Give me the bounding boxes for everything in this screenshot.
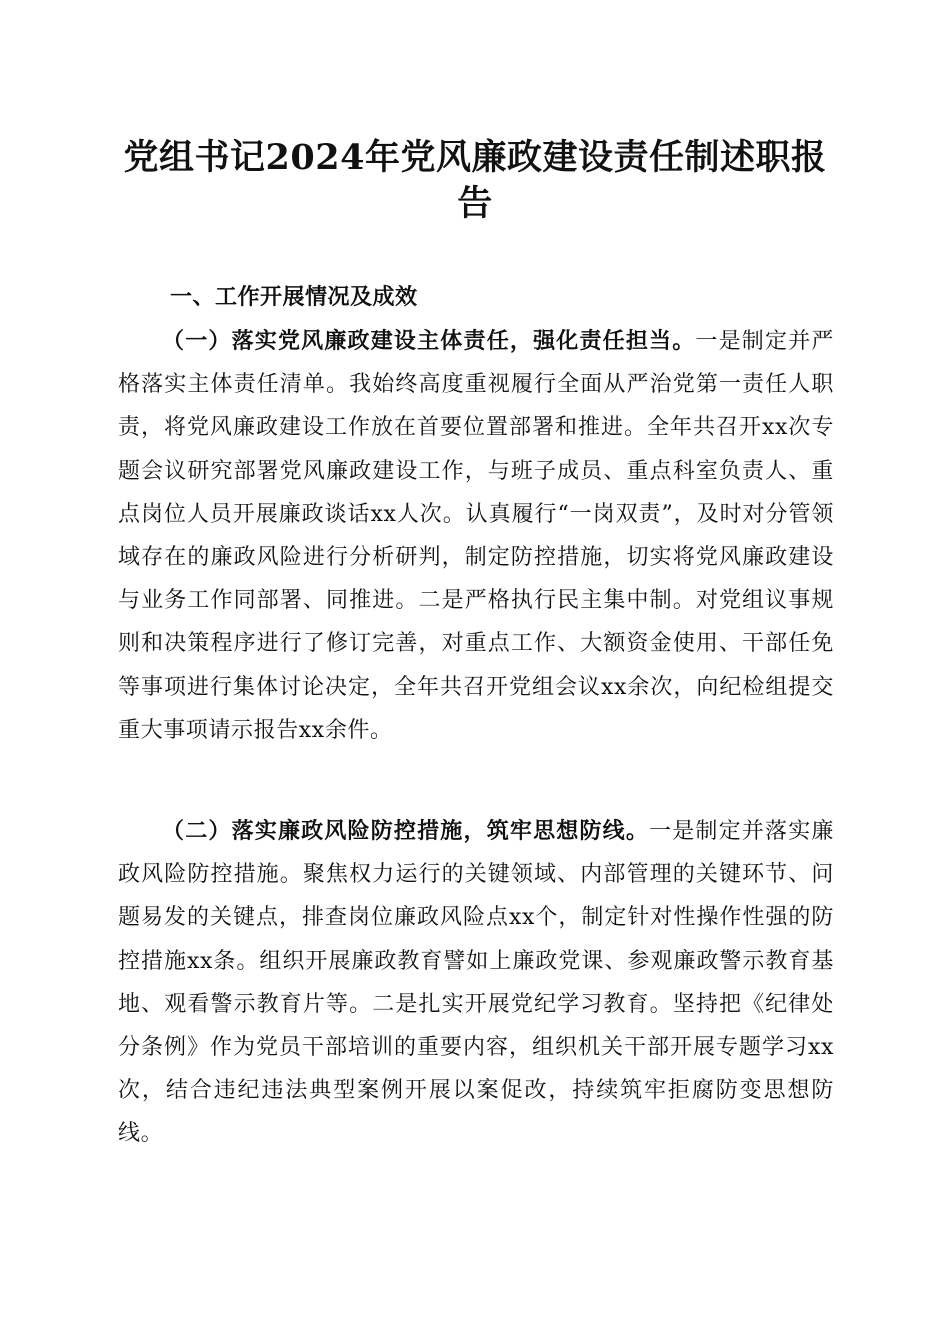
paragraph-2-text: 一是制定并落实廉政风险防控措施。聚焦权力运行的关键领域、内部管理的关键环节、问题易发的关键点，排查岗位廉政风险点xx个，制定针对性操作性强的防控措施xx条。组织开展廉政教育譬如上廉政党课、参观廉政警示教育基地、观看警示教育片等。二是扎实开展党纪学习教育。坚持把《纪律处分条例》作为党员干部培训的重要内容，组织机关干部开展专题学习xx次，结合违纪违法典型案例开展以案促改，持续筑牢拒腐防变思想防线。 (118, 819, 834, 1147)
paragraph-2-lead: （二）落实廉政风险防控措施，筑牢思想防线。 (162, 818, 650, 844)
section-heading: 一、工作开展情况及成效 (170, 285, 418, 310)
document-title: 党组书记2024年党风廉政建设责任制述职报告 (123, 137, 827, 224)
paragraph-1 (118, 320, 834, 752)
paragraph-1-text: 一是制定并严格落实主体责任清单。我始终高度重视履行全面从严治党第一责任人职责，将党风廉政建设工作放在首要位置部署和推进。全年共召开xx次专题会议研究部署党风廉政建设工作，与班子成员、重点科室负责人、重点岗位人员开展廉政谈话xx人次。认真履行“一岗双责”，及时对分管领域存在的廉政风险进行分析研判，制定防控措施，切实将党风廉政建设与业务工作同部署、同推进。二是严格执行民主集中制。对党组议事规则和决策程序进行了修订完善，对重点工作、大额资金使用、干部任免等事项进行集体讨论决定，全年共召开党组会议xx余次，向纪检组提交重大事项请示报告xx余件。 (118, 329, 834, 743)
paragraph-2 (118, 810, 834, 1156)
paragraph-1-lead: （一）落实党风廉政建设主体责任，强化责任担当。 (162, 328, 696, 354)
